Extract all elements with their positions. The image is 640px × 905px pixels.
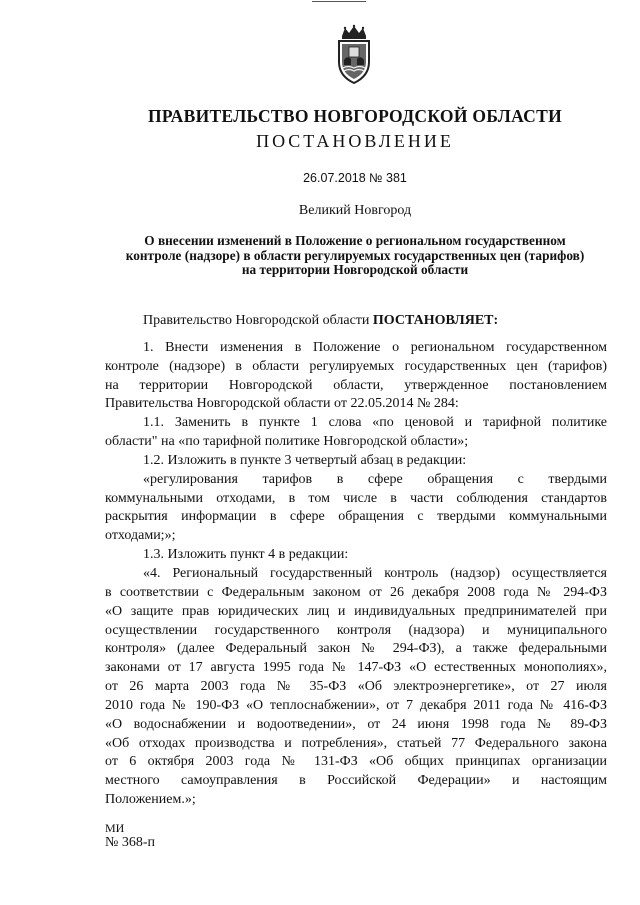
subject-line: на территории Новгородской области (241, 262, 469, 277)
body-line: 1.1. Заменить в пункте 1 слова «по ценовой и тарифной политике (143, 415, 607, 431)
body-line: от 6 октября 2003 года № 131-ФЗ «Об общих принципах организации (105, 754, 607, 770)
body-line: 2010 года № 190-ФЗ «О теплоснабжении», от 7 декабря 2011 года № 416-ФЗ (105, 697, 607, 713)
body-line: 1.2. Изложить в пункте 3 четвертый абзац в редакции: (143, 452, 467, 468)
body-line: в соответствии с Федеральным законом от 26 декабря 2008 года № 294-ФЗ (105, 584, 607, 600)
body-line: осуществлении государственного контроля (надзора) и муниципального (105, 622, 607, 638)
body-line: Положением.»; (105, 792, 196, 808)
body-line: законами от 17 августа 1995 года № 147-ФЗ «О естественных монополиях», (105, 660, 607, 676)
body-line: 1. Внести изменения в Положение о региональном государственном (143, 339, 607, 355)
government-title: ПРАВИТЕЛЬСТВО НОВГОРОДСКОЙ ОБЛАСТИ (148, 106, 562, 126)
top-rule (312, 1, 366, 2)
subject-line: О внесении изменений в Положение о региональном государственном (144, 233, 566, 248)
body-line: коммунальными отходами, в том числе в части соблюдения стандартов (105, 490, 607, 506)
document-body (105, 312, 607, 810)
body-line: области" на «по тарифной политике Новгородской области»; (105, 434, 469, 450)
internal-number: № 368-п (105, 835, 156, 850)
intro-decree-word: ПОСТАНОВЛЯЕТ: (372, 313, 499, 328)
city-name: Великий Новгород (298, 203, 412, 218)
body-line: 1.3. Изложить пункт 4 в редакции: (143, 547, 349, 563)
body-line: «Об отходах производства и потребления», статьей 77 Федерального закона (105, 735, 607, 751)
body-line: «регулирования тарифов в сфере обращения с твердыми (143, 471, 607, 487)
document-footer (105, 822, 155, 851)
body-line: от 26 марта 2003 года № 35-ФЗ «Об электроэнергетике», от 27 июля (105, 679, 607, 695)
intro-paragraph (105, 312, 607, 331)
body-line: Правительства Новгородской области от 22.05.2014 № 284: (105, 396, 459, 412)
body-line: контроля» (далее Федеральный закон № 294-ФЗ), а также федеральными (105, 641, 607, 657)
body-line: местного самоуправления в Российской Федерации» и настоящим (105, 773, 607, 789)
coat-of-arms-icon (330, 24, 378, 86)
document-date-number: 26.07.2018 № 381 (303, 171, 407, 185)
subject-line: контроле (надзоре) в области регулируемых государственных цен (тарифов) (125, 247, 585, 263)
body-line: «4. Региональный государственный контроль (надзор) осуществляется (143, 565, 607, 581)
body-line: контроле (надзоре) в области регулируемых государственных цен (тарифов) (105, 358, 607, 374)
body-line: раскрытия информации в сфере обращения с твердыми коммунальными (105, 509, 607, 525)
body-line: на территории Новгородской области, утвержденное постановлением (105, 377, 607, 393)
body-line: «О защите прав юридических лиц и индивидуальных предпринимателей при (105, 603, 607, 619)
body-line: отходами;»; (105, 528, 176, 544)
executor-initials: МИ (105, 821, 125, 835)
document-subject (0, 234, 640, 278)
intro-text: Правительство Новгородской области (143, 313, 373, 328)
document-type: ПОСТАНОВЛЕНИЕ (256, 131, 454, 151)
body-line: «О водоснабжении и водоотведении», от 24 июня 1998 года № 89-ФЗ (105, 716, 607, 732)
